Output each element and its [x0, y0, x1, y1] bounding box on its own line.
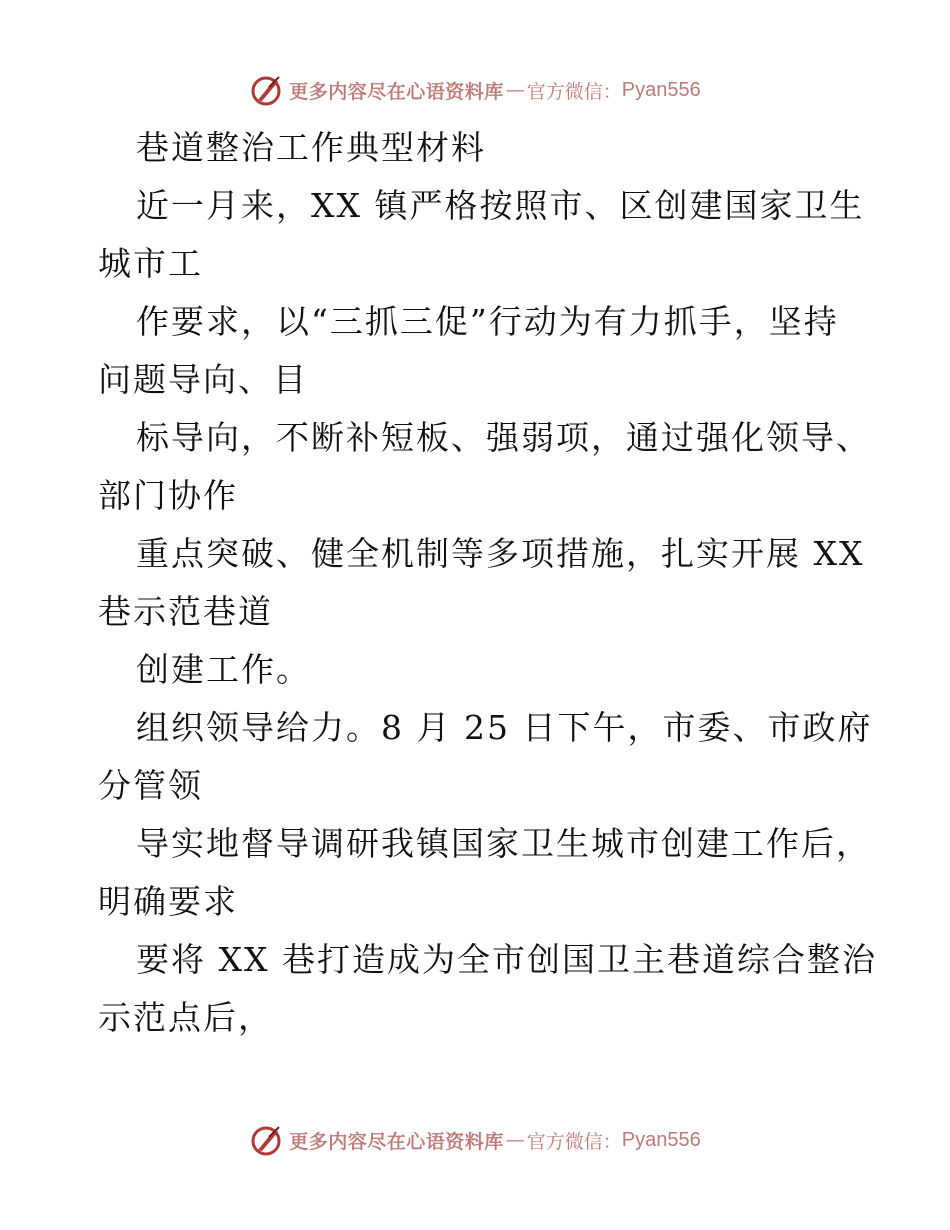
quill-pen-logo-icon — [249, 73, 283, 107]
paragraph-line: 创建工作。 — [136, 650, 311, 689]
paragraph-line: 巷示范巷道 — [98, 592, 273, 631]
footer-watermark — [0, 1120, 950, 1160]
watermark-text: 更多内容尽在心语资料库 — [289, 1130, 504, 1153]
paragraph-line: 导实地督导调研我镇国家卫生城市创建工作后， — [136, 824, 871, 863]
paragraph-line: 标导向，不断补短板、强弱项，通过强化领导、 — [136, 418, 871, 457]
document-title: 巷道整治工作典型材料 — [136, 128, 486, 167]
watermark-text: 更多内容尽在心语资料库 — [289, 80, 504, 103]
paragraph-line: 问题导向、目 — [98, 360, 308, 399]
paragraph-line: 组织领导给力。8 月 25 日下午，市委、市政府 — [136, 708, 873, 747]
paragraph-line: 城市工 — [98, 244, 203, 283]
paragraph-line: 部门协作 — [98, 476, 238, 515]
paragraph-line: 要将 XX 巷打造成为全市创国卫主巷道综合整治 — [136, 940, 877, 979]
paragraph-line: 重点突破、健全机制等多项措施，扎实开展 XX — [136, 534, 865, 573]
paragraph-line: 分管领 — [98, 766, 203, 805]
quill-pen-logo-icon — [249, 1123, 283, 1157]
paragraph-line: 明确要求 — [98, 882, 238, 921]
paragraph-line: 近一月来，XX 镇严格按照市、区创建国家卫生 — [136, 186, 865, 225]
paragraph-line: 作要求，以“三抓三促”行动为有力抓手，坚持 — [136, 302, 839, 341]
watermark-separator: — — [505, 1129, 525, 1151]
paragraph-line: 示范点后， — [98, 998, 273, 1037]
watermark-wechat-id: Pyan556 — [621, 78, 701, 101]
watermark-label: 官方微信： — [526, 80, 622, 103]
header-watermark — [0, 70, 950, 110]
watermark-label: 官方微信： — [526, 1130, 622, 1153]
watermark-separator: — — [505, 79, 525, 101]
watermark-wechat-id: Pyan556 — [621, 1128, 701, 1151]
